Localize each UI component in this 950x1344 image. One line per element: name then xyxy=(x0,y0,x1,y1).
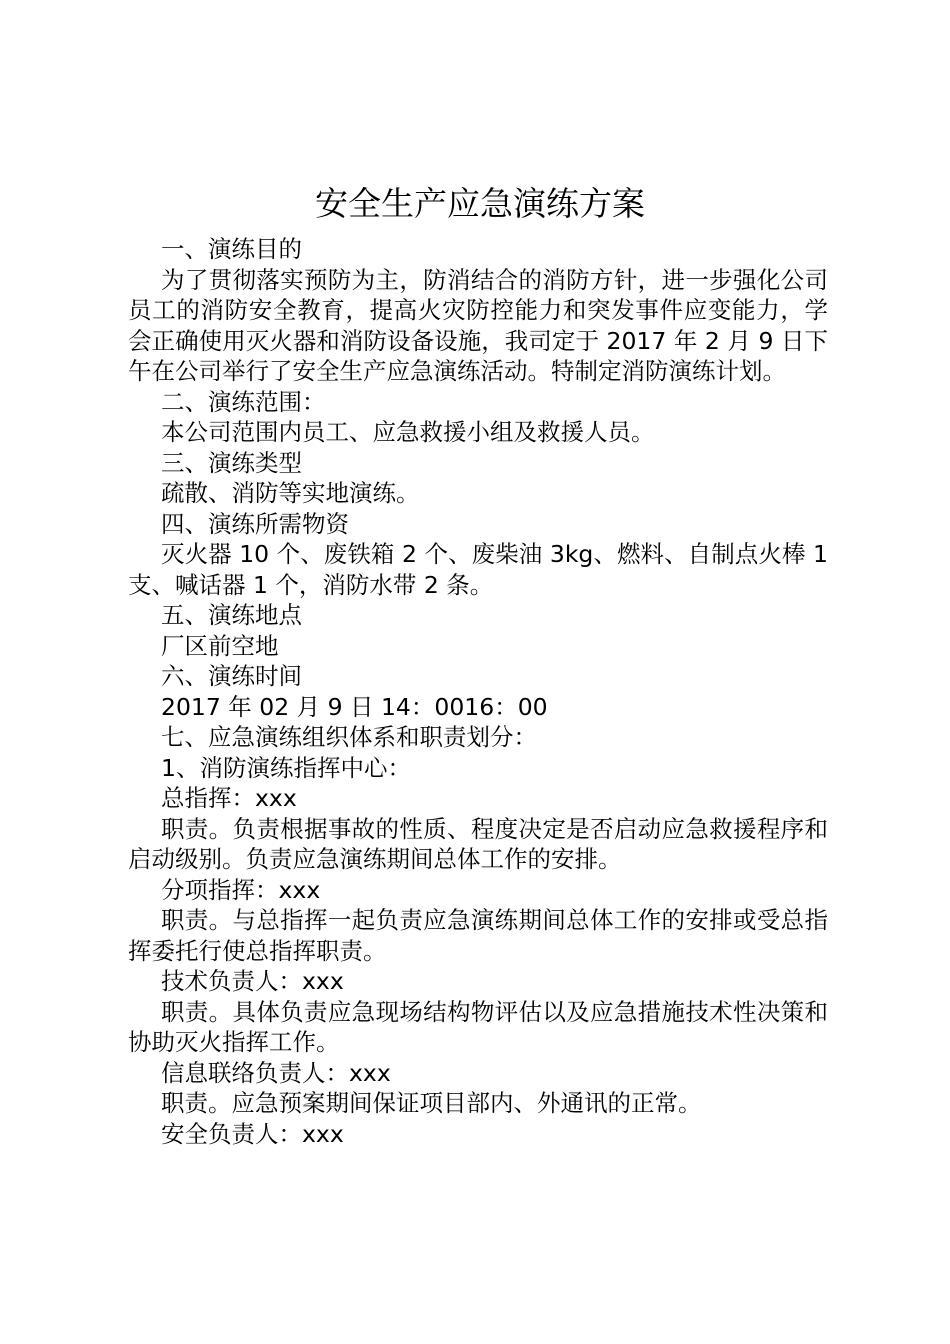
section-heading-purpose: 一、演练目的 xyxy=(161,235,302,263)
paragraph-materials: 灭火器 10 个、废铁箱 2 个、废柴油 3kg、燃料、自制点火棒 1 支、喊话器 1 个，消防水带 2 条。 xyxy=(128,540,828,599)
duty-commander: 职责。负责根据事故的性质、程度决定是否启动应急救援程序和启动级别。负责应急演练期间总体工作的安排。 xyxy=(128,814,828,873)
section-heading-time: 六、演练时间 xyxy=(161,662,302,690)
role-technical-lead: 技术负责人：xxx xyxy=(161,967,344,995)
paragraph-time: 2017 年 02 月 9 日 14：0016：00 xyxy=(161,692,548,721)
duty-sub-commander: 职责。与总指挥一起负责应急演练期间总体工作的安排或受总指挥委托行使总指挥职责。 xyxy=(128,906,828,965)
paragraph-location: 厂区前空地 xyxy=(161,631,279,660)
paragraph-scope: 本公司范围内员工、应急救援小组及救援人员。 xyxy=(161,418,655,446)
paragraph-purpose: 为了贯彻落实预防为主，防消结合的消防方针，进一步强化公司员工的消防安全教育，提高火灾防控能力和突发事件应变能力，学会正确使用灭火器和消防设备设施，我司定于 2017 年 2 月 9 日下午在公司举行了安全生产应急演练活动。特制定消防演练计划。 xyxy=(128,265,828,385)
role-commander: 总指挥：xxx xyxy=(161,784,297,812)
section-heading-scope: 二、演练范围： xyxy=(161,387,326,416)
duty-technical-lead: 职责。具体负责应急现场结构物评估以及应急措施技术性决策和协助灭火指挥工作。 xyxy=(128,997,828,1056)
duty-communications-lead: 职责。应急预案期间保证项目部内、外通讯的正常。 xyxy=(161,1089,702,1117)
section-heading-organization: 七、应急演练组织体系和职责划分： xyxy=(161,723,537,751)
section-heading-materials: 四、演练所需物资 xyxy=(161,509,349,538)
document-body xyxy=(128,234,828,1149)
subheading-command-center: 1、消防演练指挥中心： xyxy=(161,753,411,782)
section-heading-type: 三、演练类型 xyxy=(161,448,302,477)
section-heading-location: 五、演练地点 xyxy=(161,601,302,629)
role-safety-lead: 安全负责人：xxx xyxy=(161,1119,344,1148)
document-title: 安全生产应急演练方案 xyxy=(315,184,645,223)
role-sub-commander: 分项指挥：xxx xyxy=(161,875,321,904)
paragraph-type: 疏散、消防等实地演练。 xyxy=(161,479,420,507)
role-communications-lead: 信息联络负责人：xxx xyxy=(161,1058,391,1087)
